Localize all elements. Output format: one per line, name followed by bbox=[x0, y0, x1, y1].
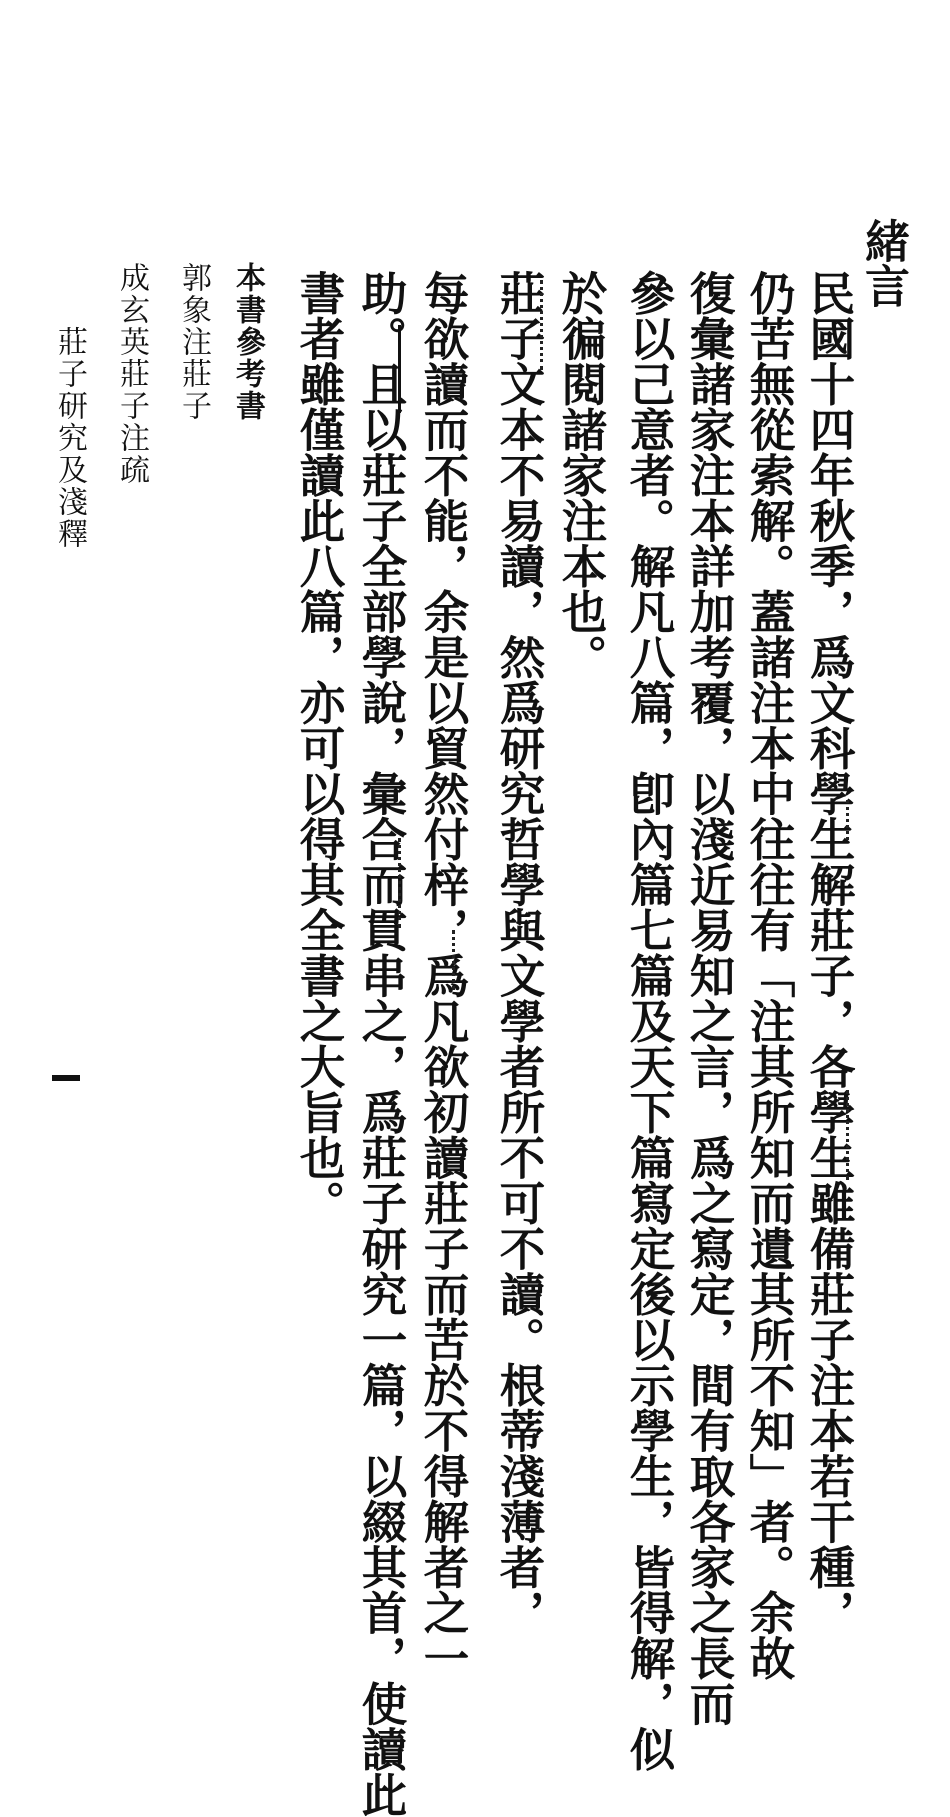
reference-item-2: 成玄英莊子注疏 bbox=[114, 262, 149, 486]
proper-name-bar-mark bbox=[398, 325, 401, 413]
reference-item-3: 莊子研究及淺釋 bbox=[52, 326, 87, 550]
body-column-7: 每欲讀而不能，余是以貿然付梓，爲凡欲初讀莊子而苦於不得解者之一 bbox=[417, 270, 471, 1681]
book-title-wavy-mark bbox=[398, 838, 411, 928]
page-heading: 緒言 bbox=[857, 218, 910, 308]
body-column-8: 助。且以莊子全部學說，彙合而貫串之，爲莊子研究一篇，以綴其首，使讀此 bbox=[355, 270, 409, 1817]
reference-item-1: 郭象注莊子 bbox=[176, 262, 211, 422]
body-column-3: 復彙諸家注本詳加考覆，以淺近易知之言，爲之寫定，間有取各家之長而 bbox=[683, 270, 737, 1726]
book-title-wavy-mark bbox=[846, 800, 859, 840]
body-column-5: 於徧閱諸家注本也。 bbox=[555, 270, 609, 680]
body-column-6: 莊子文本不易讀，然爲研究哲學與文學者所不可不讀。根蒂淺薄者， bbox=[493, 270, 547, 1635]
references-title: 本書參考書 bbox=[230, 262, 265, 422]
book-title-wavy-mark bbox=[540, 280, 553, 370]
page-number bbox=[44, 1058, 84, 1098]
body-column-2: 仍苦無從索解。蓋諸注本中往往有「注其所知而遺其所不知」者。余故 bbox=[743, 270, 797, 1681]
body-column-4: 參以己意者。解凡八篇，卽內篇七篇及天下篇寫定後以示學生，皆得解，似 bbox=[623, 270, 677, 1772]
book-title-wavy-mark bbox=[846, 1090, 859, 1180]
book-title-wavy-mark bbox=[452, 930, 465, 990]
body-column-9: 書者雖僅讀此八篇，亦可以得其全書之大旨也。 bbox=[293, 270, 347, 1226]
body-column-1: 民國十四年秋季，爲文科學生解莊子，各學生雖備莊子注本若干種， bbox=[803, 270, 857, 1635]
